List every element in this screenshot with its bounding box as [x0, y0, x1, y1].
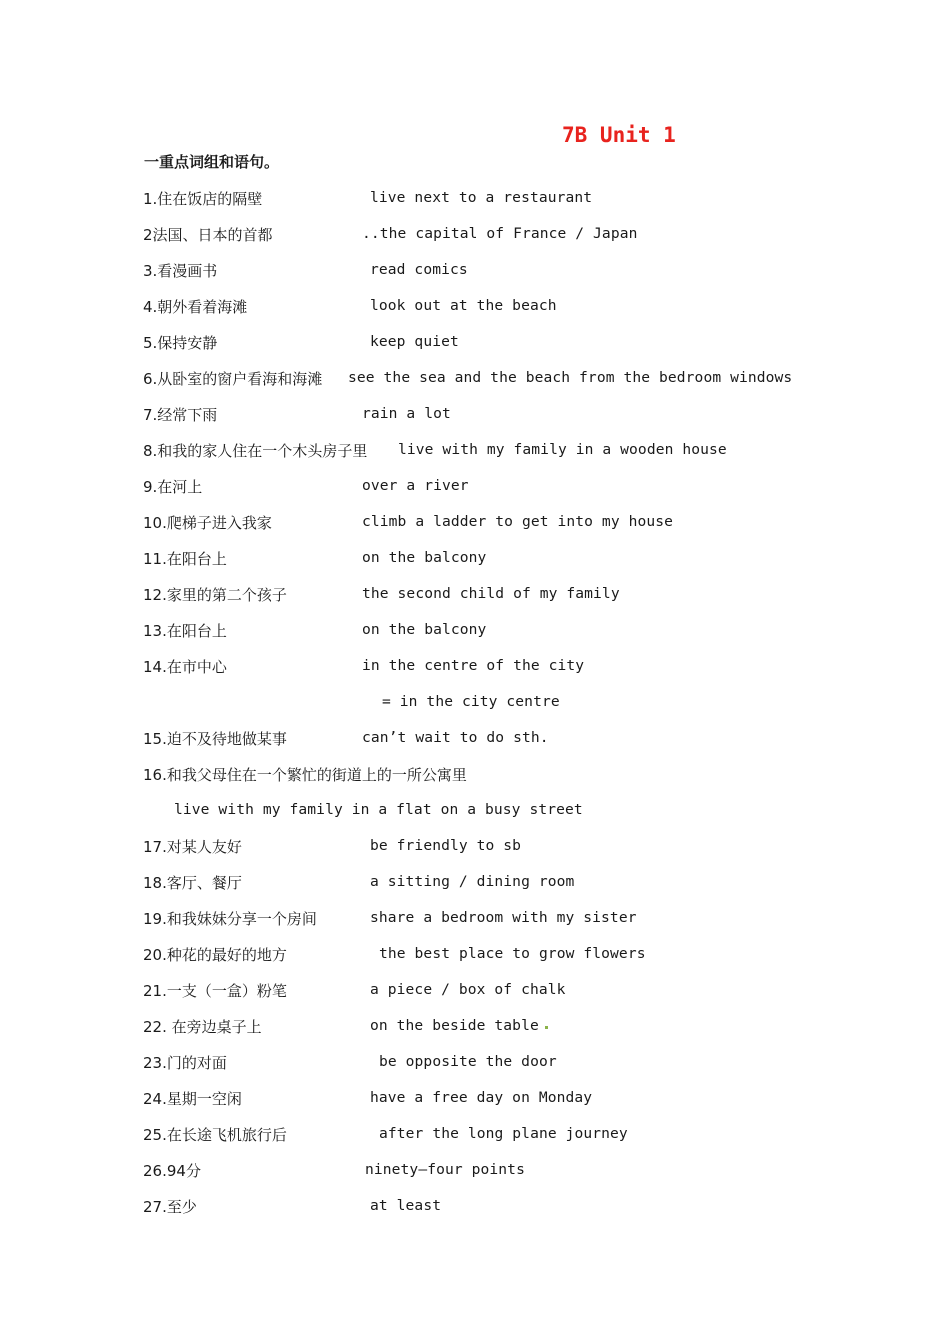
section-heading: 一重点词组和语句。	[144, 153, 280, 171]
list-item	[0, 584, 950, 606]
english-phrase: rain a lot	[362, 405, 451, 422]
list-item	[0, 404, 950, 426]
chinese-phrase: 2法国、日本的首都	[143, 226, 273, 244]
list-item	[0, 980, 950, 1002]
english-text: on the beside table	[370, 1017, 539, 1034]
chinese-phrase: 26.94分	[143, 1162, 201, 1180]
chinese-phrase: 23.门的对面	[143, 1054, 227, 1072]
list-item	[0, 548, 950, 570]
english-phrase: share a bedroom with my sister	[370, 909, 637, 926]
chinese-phrase: 4.朝外看着海滩	[143, 298, 248, 316]
english-phrase: have a free day on Monday	[370, 1089, 593, 1106]
list-item	[0, 800, 950, 822]
list-item	[0, 1160, 950, 1182]
chinese-phrase: 24.星期一空闲	[143, 1090, 242, 1108]
english-phrase: on the balcony	[362, 549, 487, 566]
english-phrase: = in the city centre	[382, 693, 560, 710]
list-item	[0, 1088, 950, 1110]
english-phrase: ..the capital of France / Japan	[362, 225, 638, 242]
chinese-phrase: 8.和我的家人住在一个木头房子里	[143, 442, 368, 460]
english-phrase: ninety—four points	[365, 1161, 525, 1178]
chinese-phrase: 18.客厅、餐厅	[143, 874, 242, 892]
chinese-phrase: 12.家里的第二个孩子	[143, 586, 287, 604]
english-phrase: after the long plane journey	[379, 1125, 628, 1142]
list-item	[0, 1052, 950, 1074]
chinese-phrase: 9.在河上	[143, 478, 203, 496]
chinese-phrase: 27.至少	[143, 1198, 197, 1216]
list-item	[0, 440, 950, 462]
list-item	[0, 1196, 950, 1218]
english-phrase: a piece / box of chalk	[370, 981, 566, 998]
english-phrase: live with my family in a flat on a busy street	[174, 801, 583, 818]
english-phrase: climb a ladder to get into my house	[362, 513, 674, 530]
english-phrase: the best place to grow flowers	[379, 945, 646, 962]
list-item	[0, 944, 950, 966]
chinese-phrase: 21.一支（一盒）粉笔	[143, 982, 287, 1000]
chinese-phrase: 3.看漫画书	[143, 262, 218, 280]
list-item	[0, 836, 950, 858]
english-phrase: look out at the beach	[370, 297, 557, 314]
list-item	[0, 296, 950, 318]
chinese-phrase: 15.迫不及待地做某事	[143, 730, 287, 748]
chinese-phrase: 13.在阳台上	[143, 622, 227, 640]
chinese-phrase: 6.从卧室的窗户看海和海滩	[143, 370, 323, 388]
chinese-phrase: 20.种花的最好的地方	[143, 946, 287, 964]
english-phrase	[370, 1017, 548, 1034]
chinese-phrase: 22. 在旁边桌子上	[143, 1018, 262, 1036]
english-phrase: be opposite the door	[379, 1053, 557, 1070]
chinese-phrase: 14.在市中心	[143, 658, 227, 676]
list-item	[0, 620, 950, 642]
chinese-phrase: 1.住在饭店的隔壁	[143, 190, 263, 208]
list-item	[0, 224, 950, 246]
english-phrase: live with my family in a wooden house	[398, 441, 727, 458]
list-item	[0, 764, 950, 786]
english-phrase: at least	[370, 1197, 442, 1214]
list-item	[0, 692, 950, 714]
list-item	[0, 512, 950, 534]
list-item	[0, 368, 950, 390]
chinese-phrase: 19.和我妹妹分享一个房间	[143, 910, 317, 928]
english-phrase: on the balcony	[362, 621, 487, 638]
chinese-phrase: 10.爬梯子进入我家	[143, 514, 272, 532]
english-phrase: the second child of my family	[362, 585, 620, 602]
list-item	[0, 872, 950, 894]
list-item	[0, 908, 950, 930]
chinese-phrase: 7.经常下雨	[143, 406, 218, 424]
english-phrase: a sitting / dining room	[370, 873, 575, 890]
english-phrase: over a river	[362, 477, 469, 494]
english-phrase: live next to a restaurant	[370, 189, 593, 206]
chinese-phrase: 11.在阳台上	[143, 550, 227, 568]
page-title: 7B Unit 1	[562, 123, 676, 147]
english-phrase: in the centre of the city	[362, 657, 585, 674]
marker-dot	[545, 1026, 548, 1029]
chinese-phrase: 16.和我父母住在一个繁忙的街道上的一所公寓里	[143, 766, 467, 784]
english-phrase: read comics	[370, 261, 468, 278]
chinese-phrase: 17.对某人友好	[143, 838, 242, 856]
english-phrase: be friendly to sb	[370, 837, 522, 854]
english-phrase: keep quiet	[370, 333, 459, 350]
english-phrase: see the sea and the beach from the bedroom windows	[348, 369, 793, 386]
list-item	[0, 728, 950, 750]
list-item	[0, 1124, 950, 1146]
list-item	[0, 260, 950, 282]
english-phrase: can’t wait to do sth.	[362, 729, 549, 746]
list-item	[0, 188, 950, 210]
chinese-phrase: 5.保持安静	[143, 334, 218, 352]
list-item	[0, 332, 950, 354]
list-item	[0, 1016, 950, 1038]
chinese-phrase: 25.在长途飞机旅行后	[143, 1126, 287, 1144]
list-item	[0, 656, 950, 678]
list-item	[0, 476, 950, 498]
